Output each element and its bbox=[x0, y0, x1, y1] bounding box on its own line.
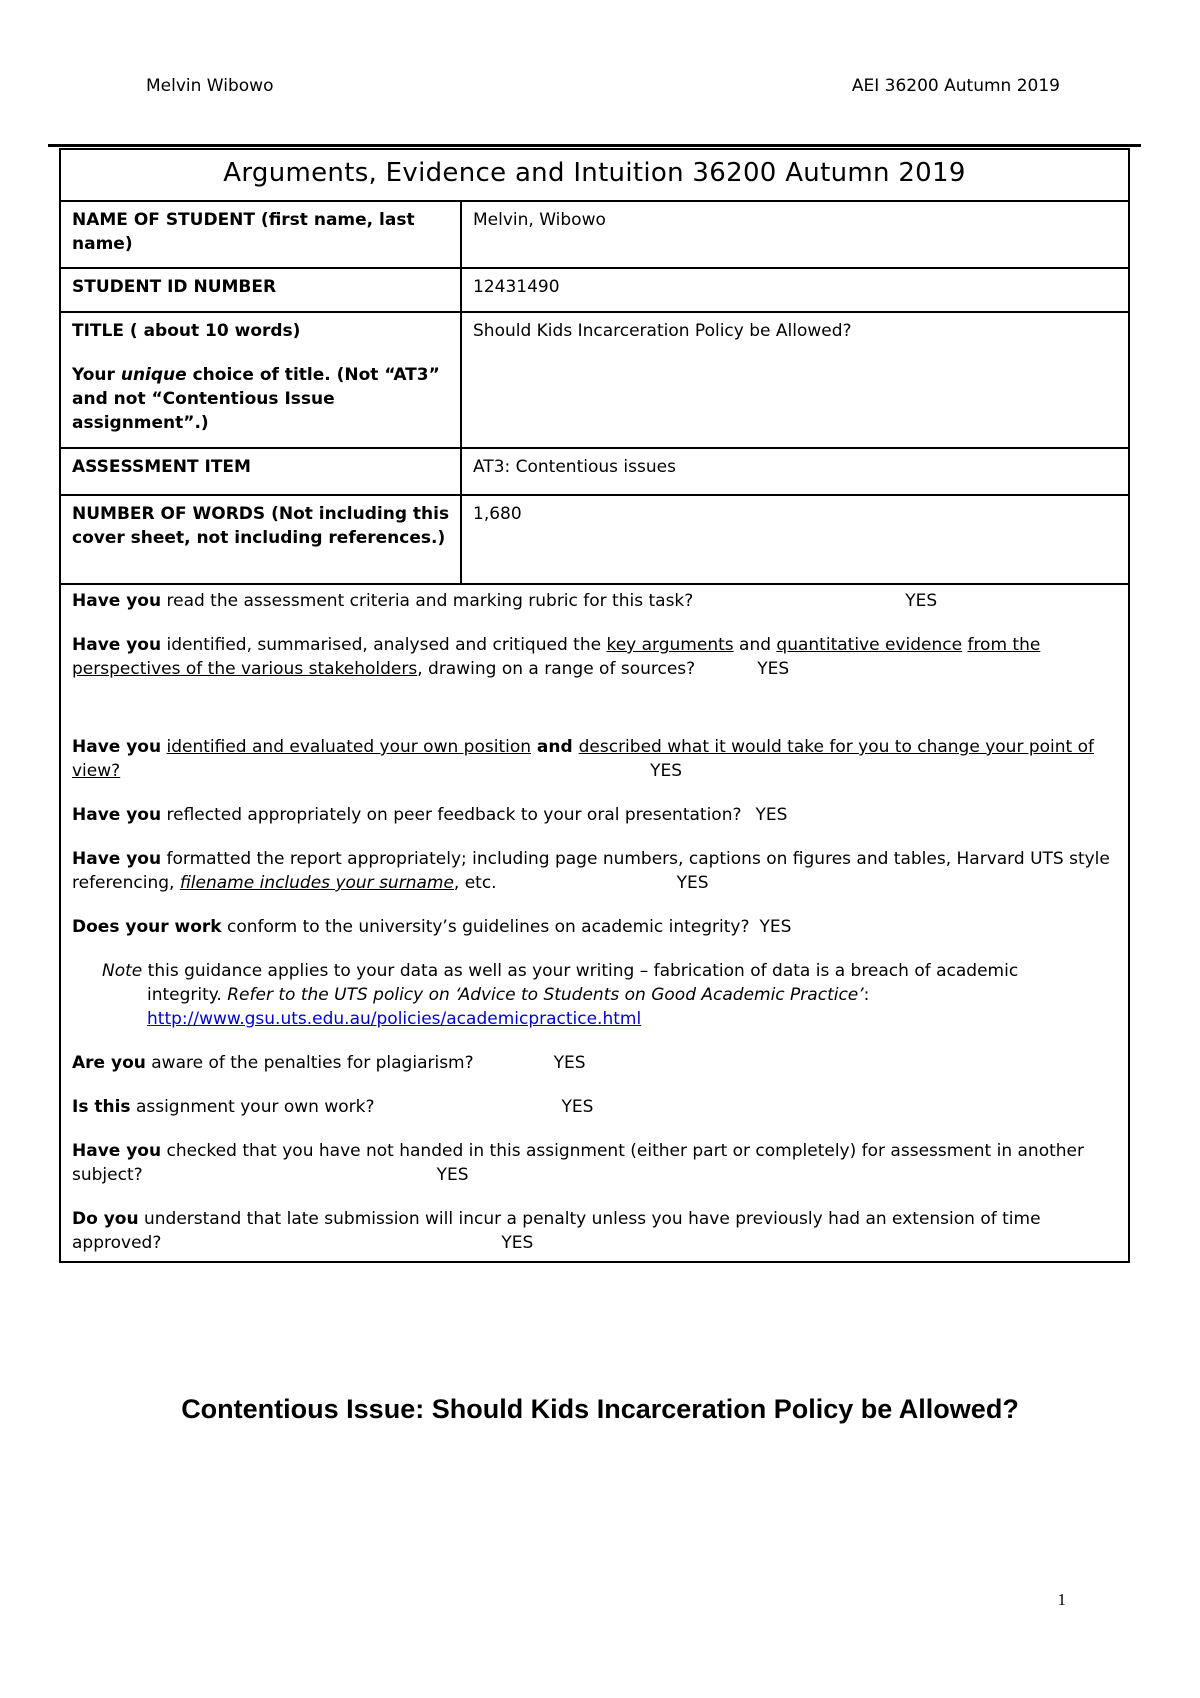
answer-q1: YES bbox=[905, 591, 938, 611]
page-number: 1 bbox=[1057, 1590, 1066, 1609]
checklist-q8: Is this assignment your own work? YES bbox=[72, 1097, 594, 1117]
answer-q4: YES bbox=[755, 805, 788, 825]
title-instruction bbox=[72, 363, 450, 435]
header-rule bbox=[48, 144, 1141, 147]
checklist-q6: Does your work conform to the university’s guidelines on academic integrity? YES bbox=[72, 917, 792, 937]
cover-sheet-table bbox=[59, 148, 1130, 1263]
name-label: NAME OF STUDENT (first name, last name) bbox=[60, 201, 461, 268]
student-id-value: 12431490 bbox=[461, 268, 1129, 312]
checklist-q7: Are you aware of the penalties for plagiarism? YES bbox=[72, 1053, 586, 1073]
student-id-label: STUDENT ID NUMBER bbox=[60, 268, 461, 312]
checklist-q1: Have you read the assessment criteria and marking rubric for this task? YES bbox=[72, 591, 938, 611]
cover-title: Arguments, Evidence and Intuition 36200 Autumn 2019 bbox=[60, 149, 1129, 201]
title-label-cell bbox=[60, 312, 461, 448]
answer-q3: YES bbox=[650, 761, 683, 781]
academic-practice-link[interactable]: http://www.gsu.uts.edu.au/policies/academicpractice.html bbox=[147, 1009, 642, 1029]
checklist-q4: Have you reflected appropriately on peer feedback to your oral presentation? YES bbox=[72, 805, 788, 825]
checklist-q10: Do you understand that late submission will incur a penalty unless you have previously had an extension of time approved? YES bbox=[72, 1209, 1041, 1253]
answer-q2: YES bbox=[757, 659, 790, 679]
answer-q9: YES bbox=[436, 1165, 469, 1185]
assessment-item-label: ASSESSMENT ITEM bbox=[60, 448, 461, 495]
word-count-label: NUMBER OF WORDS (Not including this cover sheet, not including references.) bbox=[60, 495, 461, 584]
checklist-q3: Have you identified and evaluated your own position and described what it would take for you to change your point of view? YES bbox=[72, 737, 1094, 781]
title-instruction-a: Your bbox=[72, 365, 121, 385]
checklist-q5: Have you formatted the report appropriately; including page numbers, captions on figures and tables, Harvard UTS style referencing, filename includes your surname, etc. YES bbox=[72, 849, 1110, 893]
answer-q10: YES bbox=[501, 1233, 534, 1253]
word-count-value: 1,680 bbox=[461, 495, 1129, 584]
checklist-q2: Have you identified, summarised, analysed and critiqued the key arguments and quantitative evidence from the perspectives of the various stakeholders, drawing on a range of sources? YES bbox=[72, 635, 1041, 679]
title-instruction-unique: unique bbox=[120, 365, 187, 385]
integrity-note: Note this guidance applies to your data as well as your writing – fabrication of data is a breach of academic integrity. Refer to the UTS policy on ‘Advice to Students on Good Academic Practice’: http://www.gsu.uts.edu.au/policies/academicpractice.html bbox=[102, 961, 1019, 1029]
answer-q7: YES bbox=[553, 1053, 586, 1073]
answer-q6: YES bbox=[759, 917, 792, 937]
header-course: AEI 36200 Autumn 2019 bbox=[851, 76, 1060, 96]
title-label: TITLE ( about 10 words) bbox=[72, 321, 301, 341]
checklist-cell bbox=[60, 584, 1129, 1262]
essay-heading: Contentious Issue: Should Kids Incarceration Policy be Allowed? bbox=[181, 1394, 1019, 1424]
name-value: Melvin, Wibowo bbox=[461, 201, 1129, 268]
checklist-q9: Have you checked that you have not handed in this assignment (either part or completely) for assessment in another subject? YES bbox=[72, 1141, 1084, 1185]
title-value: Should Kids Incarceration Policy be Allowed? bbox=[461, 312, 1129, 448]
header-author: Melvin Wibowo bbox=[146, 76, 274, 96]
title-instruction-c: choice of title. (Not “AT3” and not “Contentious Issue assignment”.) bbox=[72, 365, 440, 433]
assessment-item-value: AT3: Contentious issues bbox=[461, 448, 1129, 495]
answer-q8: YES bbox=[561, 1097, 594, 1117]
answer-q5: YES bbox=[676, 873, 709, 893]
